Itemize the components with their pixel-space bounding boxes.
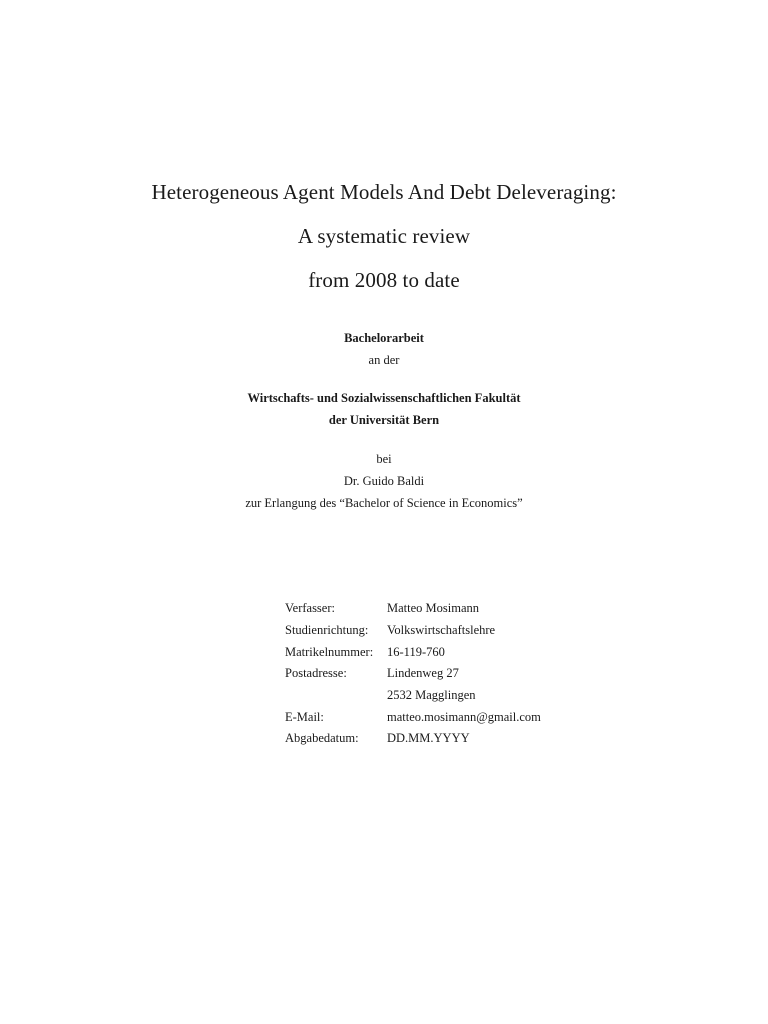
bei-text: bei bbox=[376, 452, 392, 466]
degree-text: zur Erlangung des “Bachelor of Science in Economics” bbox=[245, 496, 523, 510]
details-value: Volkswirtschaftslehre bbox=[387, 623, 496, 638]
supervisor-name: Dr. Guido Baldi bbox=[343, 474, 425, 488]
details-value: 16-119-760 bbox=[387, 644, 445, 659]
details-row bbox=[285, 663, 541, 685]
title-line-3: from 2008 to date bbox=[308, 268, 460, 292]
details-label: Verfasser: bbox=[285, 601, 335, 616]
details-row bbox=[285, 598, 541, 620]
author-details-table bbox=[285, 598, 541, 750]
faculty-line-1: Wirtschafts- und Sozialwissenschaftlichen Fakultät bbox=[247, 391, 521, 405]
an-der-text: an der bbox=[368, 353, 400, 367]
thesis-type: Bachelorarbeit bbox=[344, 331, 424, 345]
details-label: Abgabedatum: bbox=[285, 731, 359, 746]
details-value: Lindenweg 27 bbox=[387, 666, 459, 681]
details-row bbox=[285, 728, 541, 750]
details-label: Studienrichtung: bbox=[285, 623, 369, 638]
details-label: E-Mail: bbox=[285, 709, 324, 724]
faculty-line-2: der Universität Bern bbox=[328, 413, 440, 427]
details-label: Matrikelnummer: bbox=[285, 644, 374, 659]
details-value: DD.MM.YYYY bbox=[387, 731, 470, 746]
details-row bbox=[285, 620, 541, 642]
details-value: matteo.mosimann@gmail.com bbox=[387, 709, 541, 724]
details-label: Postadresse: bbox=[285, 666, 347, 681]
details-value: 2532 Magglingen bbox=[387, 688, 476, 703]
title-line-1: Heterogeneous Agent Models And Debt Deleveraging: bbox=[151, 180, 617, 204]
details-row bbox=[285, 706, 541, 728]
details-row bbox=[285, 641, 541, 663]
details-value: Matteo Mosimann bbox=[387, 601, 480, 616]
details-row bbox=[285, 685, 541, 707]
details-label bbox=[285, 685, 387, 707]
title-line-2: A systematic review bbox=[297, 224, 471, 248]
